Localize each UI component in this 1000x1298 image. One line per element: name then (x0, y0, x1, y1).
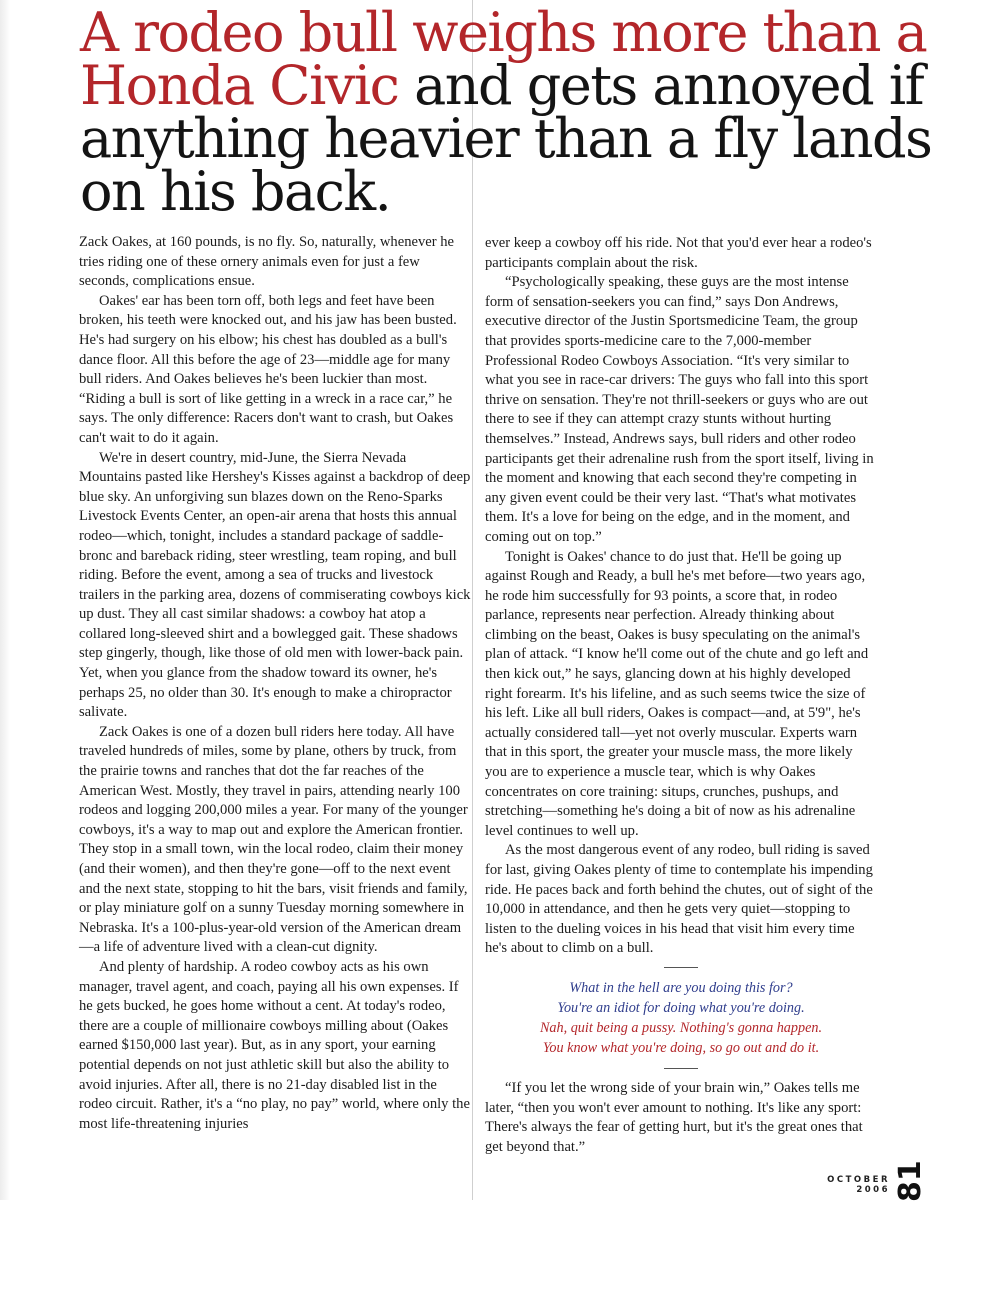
left-column (79, 233, 471, 1134)
voice-line-red: Nah, quit being a pussy. Nothing's gonna happen. (539, 1019, 823, 1036)
paragraph: “Psychologically speaking, these guys are the most intense form of sensation-seekers you can find,” says Don Andrews, executive director of the Justin Sportsmedicine Team, the group that provides sports-medicine care to the 7,000-member Professional Rodeo Cowboys Association. “It's very similar to what you see in race-car drivers: The guys who fall into this sport thrive on sensation. They're not thrill-seekers or guys who are out there to see if they can attempt crazy stunts without hurting themselves.” Instead, Andrews says, bull riders and other rodeo participants get their adrenaline rush from the sport itself, living in the moment and knowing that each second they're competing in any given event could be their very last. “That's what motivates them. It's a love for being on the edge, and in the moment, and coming out on top.” (485, 274, 874, 545)
headline (80, 1, 960, 223)
inner-voices (485, 978, 877, 1058)
divider-bottom (664, 1068, 698, 1069)
headline-black-part: and gets annoyed if anything heavier than a fly lands on his back. (80, 54, 932, 223)
headline-red-part: A rodeo bull weighs more than a Honda Civic (80, 1, 927, 117)
right-column (485, 234, 877, 1157)
paragraph: Tonight is Oakes' chance to do just that. He'll be going up against Rough and Ready, a bull he's met before—two years ago, he rode him successfully for 93 points, a score that, in rodeo parlance, represents near perfection. Already thinking about climbing on the beast, Oakes is busy speculating on the animal's plan of attack. “I know he'll come out of the chute and go left and then kick out,” he says, glancing down at his highly developed right forearm. It's his lifeline, and as such seems twice the size of his left. Like all bull riders, Oakes is compact—and, at 5'9", he's actually considered tall—yet not overly muscular. Experts warn that in this sport, the greater your muscle mass, the more likely you are to experience a muscle tear, which is why Oakes concentrates on core training: situps, crunches, pushups, and stretching—something he's doing a bit of now as his adrenaline level continues to well up. (485, 548, 869, 839)
voice-line-blue: You're an idiot for doing what you're doing. (557, 999, 805, 1016)
page-number: 81 (893, 1160, 928, 1202)
paragraph: Zack Oakes is one of a dozen bull riders here today. All have traveled hundreds of miles, some by plane, others by truck, from the prairie towns and ranches that dot the far reaches of the American West. Mostly, they travel in pairs, attending nearly 100 rodeos and logging 200,000 miles a year. For many of the younger cowboys, it's a way to map out and explore the American frontier. They stop in a small town, win the local rodeo, claim their money (and their women), and then they're gone—off to the next event and the next state, stopping to hit the bars, visit friends and family, or play miniature golf on a sunny Tuesday morning somewhere in Nebraska. It's a 100-plus-year-old version of the American dream—a life of adventure lived with a clean-cut dignity. (79, 723, 468, 956)
issue-date: OCTOBER 2006 (827, 1175, 890, 1195)
closing-paragraph: “If you let the wrong side of your brain win,” Oakes tells me later, “then you won't ever amount to nothing. It's like any sport: There's always the fear of getting hurt, but it's the great ones that get beyond that.” (485, 1079, 863, 1155)
scan-edge-shadow (0, 0, 10, 1200)
paragraph: Oakes' ear has been torn off, both legs and feet have been broken, his teeth were knocked out, and his jaw has been busted. He's had surgery on his elbow; his chest has doubled as a bull's dance floor. All this before the age of 23—middle age for many bull riders. And Oakes believes he's been luckier than most. “Riding a bull is sort of like getting in a wreck in a race car,” he says. The only difference: Racers don't want to crash, but Oakes can't wait to do it again. (79, 292, 457, 446)
divider-top (664, 967, 698, 968)
paragraph: As the most dangerous event of any rodeo, bull riding is saved for last, giving Oakes plenty of time to contemplate his impending ride. He paces back and forth behind the chutes, out of sight of the 10,000 in attendance, and then he gets very quiet—stopping to listen to the dueling voices in his head that visit him every time he's about to climb on a bull. (485, 842, 873, 957)
voice-line-blue: What in the hell are you doing this for? (569, 979, 793, 996)
paragraph: And plenty of hardship. A rodeo cowboy acts as his own manager, travel agent, and coach, paying all his own expenses. If he gets bucked, he goes home without a cent. At today's rodeo, there are a couple of millionaire cowboys milling about (Oakes earned $150,000 last year). But, as in any sport, your earning potential depends on not just athletic skill but also the ability to avoid injuries. After all, there is no 21-day disabled list in the rodeo circuit. Rather, it's a “no play, no pay” world, where only the most life-threatening injuries (79, 958, 470, 1132)
paragraph: We're in desert country, mid-June, the Sierra Nevada Mountains pasted like Hershey's Kisses against a backdrop of deep blue sky. An unforgiving sun blazes down on the Reno-Sparks Livestock Events Center, an open-air arena that hosts this annual rodeo—which, tonight, includes a standard package of saddle-bronc and bareback riding, steer wrestling, team roping, and bull riding. Before the event, among a sea of trucks and livestock trailers in the parking area, dozens of commiserating cowboys kick up dust. They all cast similar shadows: a cowboy hat atop a collared long-sleeved shirt and a bowlegged gait. These shadows step gingerly, though, like those of old men with lower-back pain. Yet, when you glance from the shadow toward its owner, he's perhaps 25, no older than 30. It's enough to make a chiropractor salivate. (79, 449, 471, 721)
paragraph: Zack Oakes, at 160 pounds, is no fly. So, naturally, whenever he tries riding one of these ornery animals even for just a few seconds, complications ensue. (79, 234, 455, 290)
voice-line-red: You know what you're doing, so go out and do it. (542, 1039, 820, 1056)
paragraph: ever keep a cowboy off his ride. Not that you'd ever hear a rodeo's participants complain about the risk. (485, 235, 872, 271)
